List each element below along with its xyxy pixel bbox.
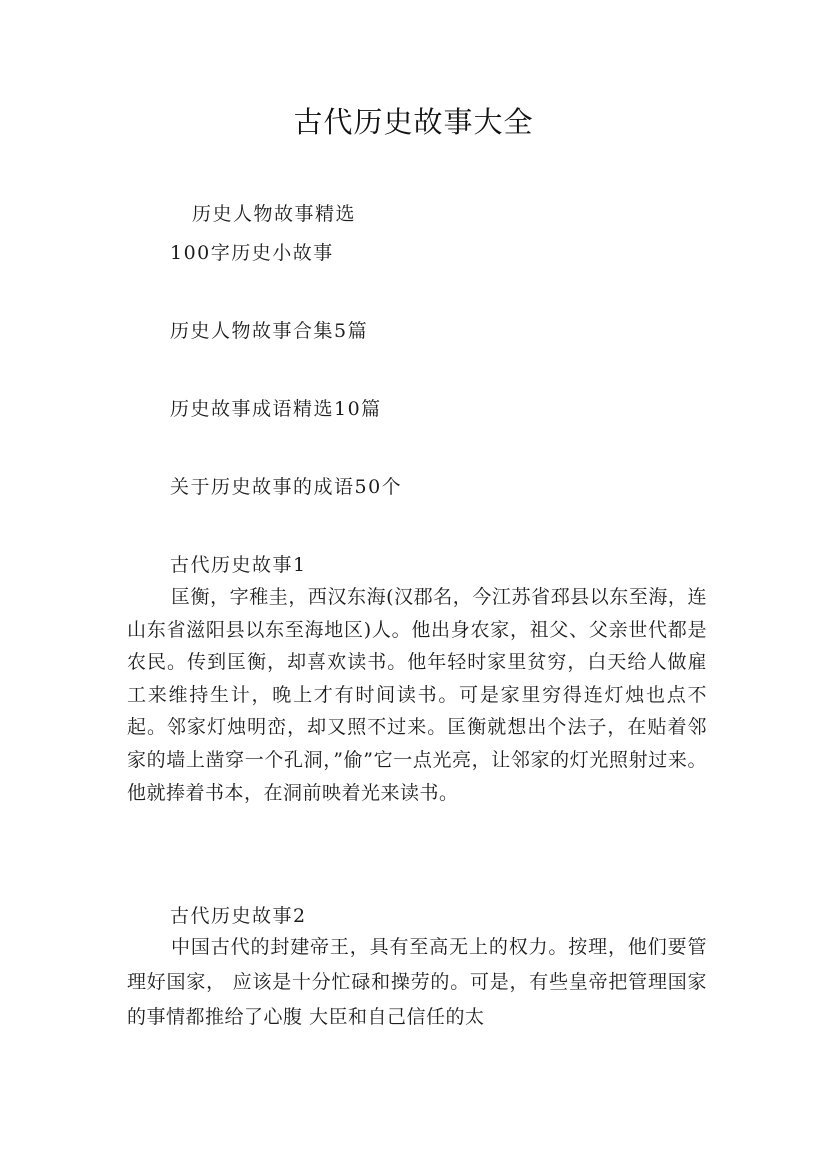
document-title: 古代历史故事大全: [293, 105, 534, 139]
toc-item: 历史人物故事精选: [192, 203, 357, 225]
toc-item: 关于历史故事的成语50个: [170, 476, 403, 498]
story-body: 中国古代的封建帝王，具有至高无上的权力。按理，他们要管理好国家， 应该是十分忙碌和操劳的。可是，有些皇帝把管理国家的事情都推给了心腹 大臣和自己信任的太: [127, 936, 707, 1028]
toc-item: 历史人物故事合集5篇: [170, 320, 369, 342]
toc-item: 历史故事成语精选10篇: [170, 398, 382, 420]
toc-item: 100字历史小故事: [170, 242, 334, 264]
story-body: 匡衡，字稚圭，西汉东海(汉郡名，今江苏省邳县以东至海，连山东省滋阳县以东至海地区)人。他出身农家，祖父、父亲世代都是农民。传到匡衡，却喜欢读书。他年轻时家里贫穷，白天给人做雇工来维持生计，晚上才有时间读书。可是家里穷得连灯烛也点不起。邻家灯烛明峦，却又照不过来。匡衡就想出个法子，在贴着邻家的墙上凿穿一个孔洞，”偷”它一点光亮，让邻家的灯光照射过来。他就捧着书本，在洞前映着光来读书。: [127, 586, 707, 804]
story-heading: 古代历史故事1: [170, 554, 307, 576]
story-heading: 古代历史故事2: [170, 905, 307, 927]
